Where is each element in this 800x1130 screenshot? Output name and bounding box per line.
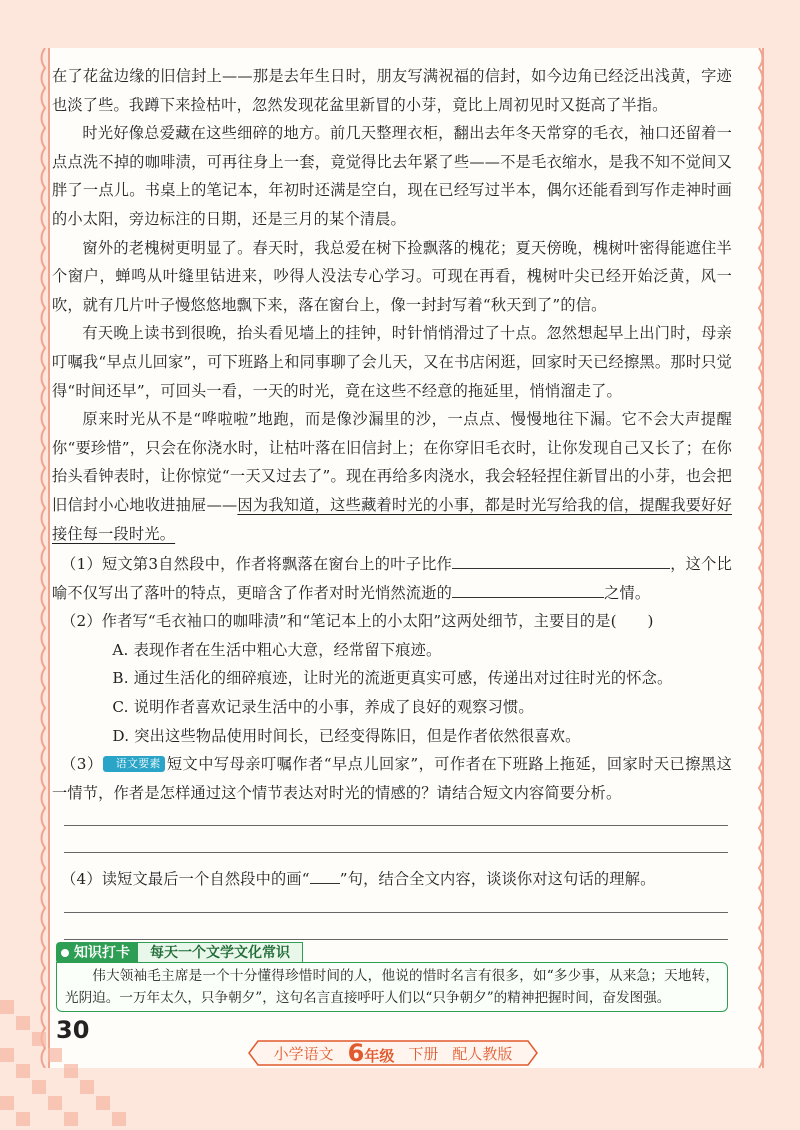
page-number: 30: [56, 1016, 90, 1044]
q1-text-c: 之情。: [604, 583, 651, 602]
question-2: [52, 607, 732, 750]
q4-answer-line-2[interactable]: [64, 939, 728, 940]
left-wavy-border: [38, 48, 52, 1068]
right-wavy-border: [752, 48, 766, 1068]
footer-subject: 小学语文: [273, 1044, 334, 1063]
paragraph-2: 时光好像总爱藏在这些细碎的地方。前几天整理衣柜，翻出去年冬天常穿的毛衣，袖口还留着一点点洗不掉的咖啡渍，可再往身上一套，竟觉得比去年紧了些——不是毛衣缩水，是我不知不觉间又胖了一点儿。书桌上的笔记本，年初时还满是空白，现在已经写过半本，偶尔还能看到写作走神时画的小太阳，旁边标注的日期，还是三月的某个清晨。: [52, 124, 732, 228]
knowledge-subtitle: 每天一个文学文化常识: [138, 942, 303, 964]
footer-grade: [348, 1039, 395, 1067]
paragraph-5: [52, 405, 732, 548]
option-a[interactable]: A. 表现作者在生活中粗心大意，经常留下痕迹。: [112, 640, 442, 659]
paragraph-3: 窗外的老槐树更明显了。春天时，我总爱在树下捡飘落的槐花；夏天傍晚，槐树叶密得能遮住半个窗户，蝉鸣从叶缝里钻进来，吵得人没法专心学习。可现在再看，槐树叶尖已经开始泛黄，风一吹，就有几片叶子慢悠悠地飘下来，落在窗台上，像一封封写着“秋天到了”的信。: [52, 238, 732, 314]
option-b[interactable]: B. 通过生活化的细碎痕迹，让时光的流逝更真实可感，传递出对过往时光的怀念。: [112, 669, 673, 688]
knowledge-label: [56, 942, 138, 964]
footer-edition: 配人教版: [452, 1044, 513, 1063]
question-1: [52, 550, 732, 607]
underlined-sentence: 因为我知道，这些藏着时光的小事，都是时光写给我的信，提醒我要好好接住每一段时光。: [52, 495, 732, 543]
paragraph-1-continued: 在了花盆边缘的旧信封上——那是去年生日时，朋友写满祝福的信封，如今边角已经泛出浅黄，字迹也淡了些。我蹲下来捡枯叶，忽然发现花盆里新冒的小芽，竟比上周初见时又挺高了半指。: [52, 67, 732, 114]
paragraph-5-text: 原来时光从不是“哗啦啦”地跑，而是像沙漏里的沙，一点点、慢慢地往下漏。它不会大声提醒你“要珍惜”，只会在你浇水时，让枯叶落在旧信封上；在你穿旧毛衣时，让你发现自己又长了；在你抬头看钟表时，让你惊觉“一天又过去了”。现在再给多肉浇水，我会轻轻捏住新冒出的小芽，也会把旧信封小心地收进抽屉——: [52, 410, 732, 514]
q1-blank-2[interactable]: [452, 579, 604, 598]
question-4: [52, 865, 732, 940]
footer-grade-word: 年级: [364, 1047, 395, 1065]
footer-banner: [248, 1040, 538, 1066]
q4-text-a: （4）读短文最后一个自然段中的画“: [61, 870, 310, 889]
q3-tag-badge: 语文要素: [103, 756, 165, 772]
question-3: [52, 750, 732, 853]
knowledge-text: 伟大领袖毛主席是一个十分懂得珍惜时间的人，他说的惜时名言有很多，如“多少事，从来急；天地转，光阴迫。一万年太久，只争朝夕”，这句名言直接呼吁人们以“只争朝夕”的精神把握时间，奋发图强。: [56, 962, 728, 1012]
reading-passage: [52, 62, 732, 940]
q1-text-a: （1）短文第3自然段中，作者将飘落在窗台上的叶子比作: [61, 555, 453, 574]
q3-answer-line-2[interactable]: [64, 852, 728, 853]
footer-grade-number: 6: [347, 1039, 365, 1067]
option-d[interactable]: D. 突出这些物品使用时间长，已经变得陈旧，但是作者依然很喜欢。: [112, 726, 581, 745]
paragraph-4: 有天晚上读书到很晚，抬头看见墙上的挂钟，时针悄悄滑过了十点。忽然想起早上出门时，母亲叮嘱我“早点儿回家”，可下班路上和同事聊了会儿天，又在书店闲逛，回家时天已经擦黑。那时只觉得“时间还早”，可回头一看，一天的时光，竟在这些不经意的拖延里，悄悄溜走了。: [52, 324, 732, 400]
bullet-icon: [61, 949, 69, 957]
q1-blank-1[interactable]: [452, 550, 670, 569]
knowledge-card: [56, 942, 732, 1016]
q2-text: （2）作者写“毛衣袖口的咖啡渍”和“笔记本上的小太阳”这两处细节，主要目的是( ): [61, 612, 654, 631]
q4-text-b: ”句，结合全文内容，谈谈你对这句话的理解。: [339, 870, 656, 889]
knowledge-card-header: [56, 942, 303, 964]
q3-number: （3）: [61, 755, 103, 774]
footer-term: 下册: [408, 1044, 439, 1063]
option-c[interactable]: C. 说明作者喜欢记录生活中的小事，养成了良好的观察习惯。: [112, 698, 534, 717]
q4-mark-blank: [310, 869, 340, 884]
q1-text-b: ，这个比喻不仅写出了落叶的特点，更暗含了作者对时光悄然流逝的: [52, 555, 732, 602]
knowledge-label-text: 知识打卡: [74, 945, 130, 961]
q3-text: 短文中写母亲叮嘱作者“早点儿回家”，可作者在下班路上拖延，回家时天已擦黑这一情节，作者是怎样通过这个情节表达对时光的情感的？请结合短文内容简要分析。: [52, 755, 732, 802]
